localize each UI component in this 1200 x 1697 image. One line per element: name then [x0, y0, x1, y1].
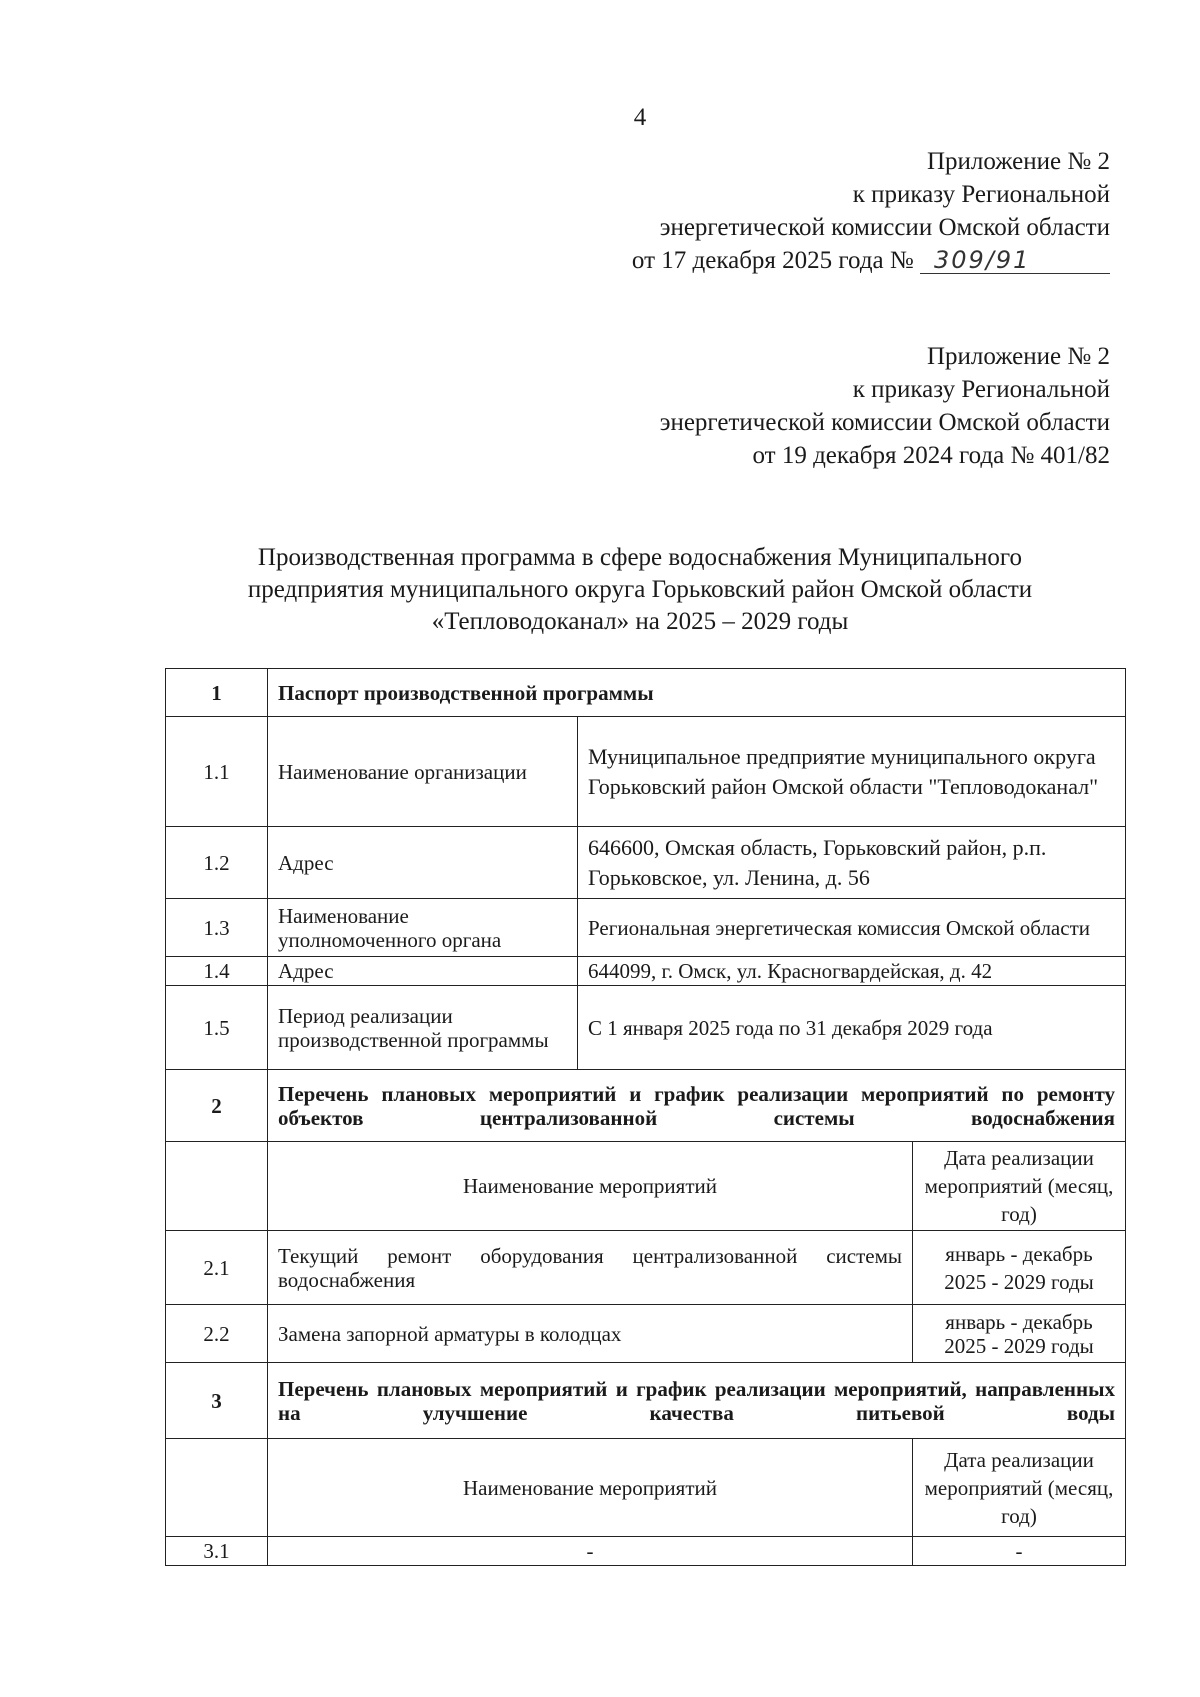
page-number: 4	[633, 104, 647, 131]
empty-cell	[166, 1142, 268, 1231]
program-title-line3: «Тепловодоканал» на 2025 – 2029 годы	[431, 608, 849, 635]
row-value: 646600, Омская область, Горьковский район, р.п. Горьковское, ул. Ленина, д. 56	[578, 827, 1126, 899]
activity-name: Текущий ремонт оборудования централизованной системы водоснабжения	[268, 1231, 913, 1305]
program-table	[165, 668, 1126, 1566]
column-header-activity: Наименование мероприятий	[268, 1439, 913, 1537]
row-number: 2.2	[166, 1305, 268, 1363]
annex-previous-line1: Приложение № 2	[926, 343, 1110, 370]
row-number: 1.3	[166, 899, 268, 957]
row-label: Наименование организации	[268, 717, 578, 827]
section-1-number: 1	[166, 669, 268, 717]
annex-current-line2: к приказу Региональной	[852, 181, 1110, 208]
annex-current-line1: Приложение № 2	[926, 148, 1110, 175]
section-2-title: Перечень плановых мероприятий и график реализации мероприятий по ремонту объектов централизованной системы водоснабжения	[268, 1070, 1126, 1142]
activity-date: январь - декабрь 2025 - 2029 годы	[913, 1305, 1126, 1363]
activity-name: -	[268, 1537, 913, 1566]
column-header-date: Дата реализации мероприятий (месяц, год)	[913, 1439, 1126, 1537]
annex-previous	[660, 340, 1110, 472]
row-number: 3.1	[166, 1537, 268, 1566]
table-row	[166, 1537, 1126, 1566]
row-label: Наименование уполномоченного органа	[268, 899, 578, 957]
empty-cell	[166, 1439, 268, 1537]
row-number: 1.1	[166, 717, 268, 827]
section-1-title: Паспорт производственной программы	[268, 669, 1126, 717]
annex-previous-line2: к приказу Региональной	[852, 376, 1110, 403]
activity-date: -	[913, 1537, 1126, 1566]
annex-previous-line4: от 19 декабря 2024 года № 401/82	[752, 442, 1110, 469]
annex-current	[632, 145, 1110, 277]
row-label: Адрес	[268, 957, 578, 986]
annex-current-date-line	[632, 244, 1110, 277]
row-number: 1.4	[166, 957, 268, 986]
section-2-header-row	[166, 1142, 1126, 1231]
handwritten-order-number: 309/91	[920, 247, 1110, 274]
row-label: Период реализации производственной программы	[268, 986, 578, 1070]
row-value: Муниципальное предприятие муниципального округа Горьковский район Омской области "Тепловодоканал"	[578, 717, 1126, 827]
section-1-row	[166, 669, 1126, 717]
table-row	[166, 986, 1126, 1070]
table-row	[166, 1305, 1126, 1363]
table-row	[166, 717, 1126, 827]
table-row	[166, 899, 1126, 957]
section-2-number: 2	[166, 1070, 268, 1142]
row-value: 644099, г. Омск, ул. Красногвардейская, д. 42	[578, 957, 1126, 986]
section-3-number: 3	[166, 1363, 268, 1439]
row-value: С 1 января 2025 года по 31 декабря 2029 года	[578, 986, 1126, 1070]
row-label: Адрес	[268, 827, 578, 899]
annex-previous-line3: энергетической комиссии Омской области	[659, 409, 1110, 436]
row-number: 1.2	[166, 827, 268, 899]
section-3-row	[166, 1363, 1126, 1439]
section-2-row	[166, 1070, 1126, 1142]
activity-name: Замена запорной арматуры в колодцах	[268, 1305, 913, 1363]
annex-current-line3: энергетической комиссии Омской области	[659, 214, 1110, 241]
annex-current-date-prefix: от 17 декабря 2025 года №	[631, 247, 914, 274]
table-row	[166, 957, 1126, 986]
table-row	[166, 1231, 1126, 1305]
row-value: Региональная энергетическая комиссия Омской области	[578, 899, 1126, 957]
row-number: 1.5	[166, 986, 268, 1070]
column-header-activity: Наименование мероприятий	[268, 1142, 913, 1231]
program-title-line1: Производственная программа в сфере водоснабжения Муниципального	[257, 544, 1023, 571]
section-3-title: Перечень плановых мероприятий и график реализации мероприятий, направленных на улучшение качества питьевой воды	[268, 1363, 1126, 1439]
program-title-line2: предприятия муниципального округа Горьковский район Омской области	[247, 576, 1033, 603]
table-row	[166, 827, 1126, 899]
program-title	[150, 542, 1130, 638]
row-number: 2.1	[166, 1231, 268, 1305]
activity-date: январь - декабрь 2025 - 2029 годы	[913, 1231, 1126, 1305]
column-header-date: Дата реализации мероприятий (месяц, год)	[913, 1142, 1126, 1231]
section-3-header-row	[166, 1439, 1126, 1537]
